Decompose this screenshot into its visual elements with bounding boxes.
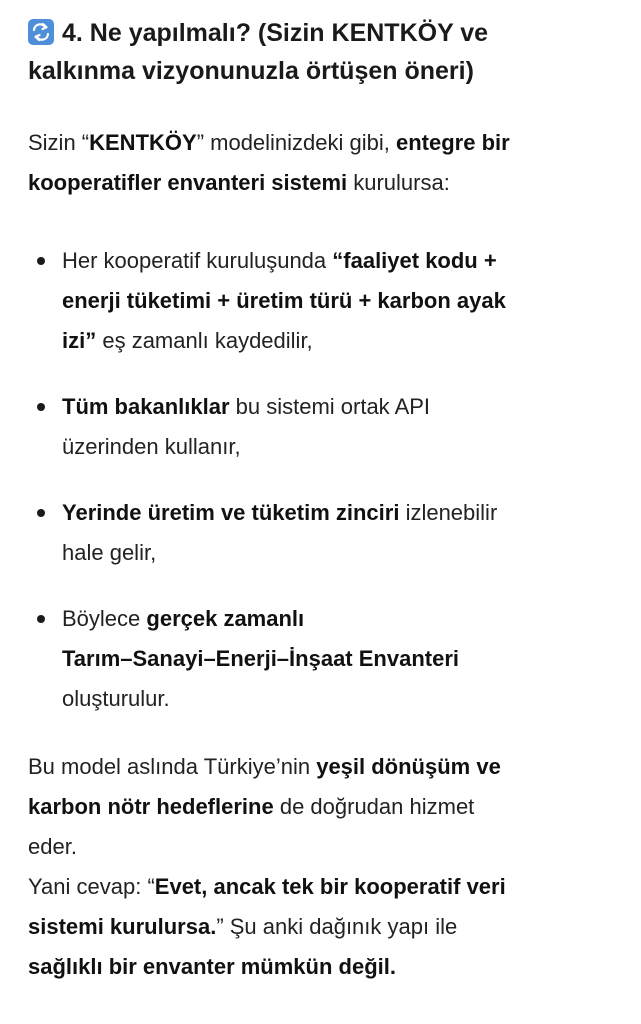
intro-bold: entegre bir	[396, 130, 510, 155]
intro-bold: kooperatifler envanteri sistemi	[28, 170, 348, 195]
closing-paragraph	[28, 747, 613, 987]
list-text: eş zamanlı kaydedilir,	[96, 328, 313, 353]
bullet-dot	[37, 403, 45, 411]
list-text: izlenebilir	[399, 500, 498, 525]
list-item	[28, 599, 613, 719]
intro-paragraph	[28, 123, 613, 203]
list-text: oluşturulur.	[62, 686, 170, 711]
closing-text: Yani cevap: “	[28, 874, 155, 899]
intro-text: kurulursa:	[347, 170, 450, 195]
heading-line-1: 4. Ne yapılmalı? (Sizin KENTKÖY ve	[62, 19, 489, 47]
closing-bold: Evet, ancak tek bir kooperatif veri	[154, 874, 506, 899]
closing-bold: yeşil dönüşüm ve	[316, 754, 501, 779]
list-text: hale gelir,	[62, 540, 157, 565]
list-item	[28, 493, 613, 573]
bullet-list	[28, 241, 613, 719]
heading-line-2: kalkınma vizyonunuzla örtüşen öneri)	[28, 57, 474, 85]
list-text: Böylece	[62, 606, 147, 631]
list-bold: enerji tüketimi + üretim türü + karbon ayak	[62, 288, 506, 313]
list-text: üzerinden kullanır,	[62, 434, 241, 459]
intro-text: ” modelinizdeki gibi,	[196, 130, 396, 155]
section-heading	[28, 14, 613, 90]
repeat-arrows-icon	[28, 19, 54, 45]
bullet-dot	[37, 257, 45, 265]
list-text: bu sistemi ortak API	[229, 394, 431, 419]
list-bold: izi”	[62, 328, 97, 353]
list-text: Her kooperatif kuruluşunda	[62, 248, 333, 273]
list-item	[28, 387, 613, 467]
closing-text: eder.	[28, 834, 77, 859]
list-bold: Yerinde üretim ve tüketim zinciri	[62, 500, 400, 525]
bullet-dot	[37, 509, 45, 517]
list-bold: Tüm bakanlıklar	[62, 394, 230, 419]
list-bold: “faaliyet kodu +	[332, 248, 497, 273]
closing-text: Bu model aslında Türkiye’nin	[28, 754, 317, 779]
closing-bold: karbon nötr hedeflerine	[28, 794, 274, 819]
intro-bold: KENTKÖY	[89, 130, 197, 155]
intro-text: Sizin “	[28, 130, 90, 155]
closing-text: ” Şu anki dağınık yapı ile	[216, 914, 458, 939]
list-bold: Tarım–Sanayi–Enerji–İnşaat Envanteri	[62, 646, 459, 671]
bullet-dot	[37, 615, 45, 623]
list-item	[28, 241, 613, 361]
closing-bold: sistemi kurulursa.	[28, 914, 217, 939]
closing-text: de doğrudan hizmet	[273, 794, 475, 819]
list-bold: gerçek zamanlı	[146, 606, 305, 631]
closing-bold: sağlıklı bir envanter mümkün değil.	[28, 954, 396, 979]
